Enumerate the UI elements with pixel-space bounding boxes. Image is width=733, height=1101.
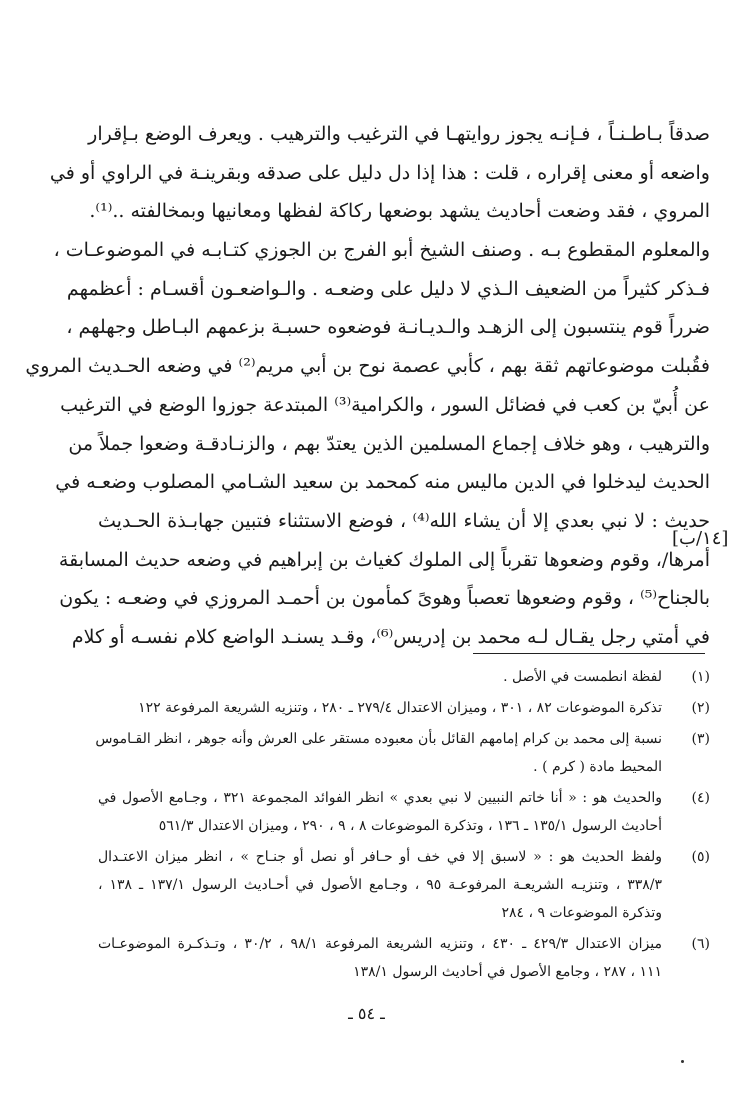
footnote (98, 663, 710, 691)
text-line: والمعلوم المقطوع بـه . وصنف الشيخ أبو الفرج بن الجوزي كتـابـه في الموضوعـات ، (53, 239, 710, 262)
footnote-number: (٤) (691, 790, 710, 806)
footnote-line: تذكرة الموضوعات ٨٢ ، ٣٠١ ، وميزان الاعتدال ٢٧٩/٤ ـ ٢٨٠ ، وتنزيه الشريعة المرفوعة ١٢٢ (138, 700, 662, 716)
footnote-separator (473, 653, 705, 654)
footnote (98, 930, 710, 986)
footnote-line: المحيط مادة ( كرم ) . (533, 759, 662, 775)
text-line: صدقاً بـاطـنـاً ، فـإنـه يجوز روايتهـا في الترغيب والترهيب . ويعرف الوضع بـإقرار (88, 123, 710, 145)
footnote (98, 694, 710, 722)
footnote (95, 725, 710, 781)
footnote-line: لفظة انطمست في الأصل . (503, 669, 662, 685)
footnote-number: (٥) (691, 849, 710, 865)
footnote-line: ٣٣٨/٣ ، وتنزيـه الشريعـة المرفوعـة ٩٥ ، وجـامع الأصول في أحـاديث الرسول ١٣٧/١ ـ ١٣٨ ، (98, 877, 662, 893)
footnote-line: والحديث هو : « أنا خاتم النبيين لا نبي بعدي » انظر الفوائد المجموعة ٣٢١ ، وجـامع الأصول في (98, 790, 662, 806)
text-line: المروي ، فقد وضعت أحاديث يشهد بوضعها ركاكة لفظها ومعانيها وبمخالفته ..⁽¹⁾. (89, 200, 710, 223)
folio-margin-note: [١٤/ب] (672, 528, 729, 549)
text-line: عن أُبيّ بن كعب في فضائل السور ، والكرامية⁽³⁾ المبتدعة جوزوا الوضع في الترغيب (60, 393, 710, 416)
text-line: بالجناح⁽⁵⁾ ، وقوم وضعوها تعصباً وهوىً كمأمون بن أحمـد المروزي في وضعـه : يكون (59, 587, 710, 610)
footnote-line: ميزان الاعتدال ٤٢٩/٣ ـ ٤٣٠ ، وتنزيه الشريعة المرفوعة ٩٨/١ ، ٣٠/٢ ، وتـذكـرة الموضوعـات (98, 936, 662, 952)
footnote-line: نسبة إلى محمد بن كرام إمامهم القائل بأن معبوده مستقر على العرش وأنه جوهر ، انظر القـاموس (95, 731, 662, 747)
text-line: أمرها/، وقوم وضعوها تقرباً إلى الملوك كغياث بن إبراهيم في وضعه حديث المسابقة (58, 548, 710, 571)
text-line: في أمتي رجل يقـال لـه محمد بن إدريس⁽⁶⁾، وقـد يسنـد الواضع كلام نفسـه أو كلام (71, 625, 710, 648)
footnote (98, 784, 710, 840)
footnote-number: (٢) (691, 700, 710, 716)
text-line: واضعه أو معنى إقراره ، قلت : هذا إذا دل دليل على صدقه وبقرينـة في الراوي أو في (49, 161, 710, 184)
footnote (98, 843, 710, 927)
footnote-number: (٣) (691, 731, 710, 747)
text-line: حديث : لا نبي بعدي إلا أن يشاء الله⁽⁴⁾ ، فوضع الاستثناء فتبين جهابـذة الحـديث (98, 509, 710, 532)
footnote-line: أحاديث الرسول ١٣٥/١ ـ ١٣٦ ، وتذكرة الموضوعات ٨ ، ٩ ، ٢٩٠ ، وميزان الاعتدال ٥٦١/٣ (158, 818, 662, 834)
footnote-number: (٦) (691, 936, 710, 952)
text-line: ضرراً قوم ينتسبون إلى الزهـد والـديـانـة فوضعوه حسبـة بزعمهم البـاطل وجهلهم ، (66, 316, 710, 339)
footnote-number: (١) (691, 669, 710, 685)
page-number: ـ ٥٤ ـ (348, 1004, 385, 1023)
scan-speck (681, 1060, 684, 1063)
text-line: فقُبلت موضوعاتهم ثقة بهم ، كأبي عصمة نوح بن أبي مريم⁽²⁾ في وضعه الحـديث المروي (25, 355, 710, 378)
text-line: والترهيب ، وهو خلاف إجماع المسلمين الذين يعتدّ بهم ، والزنـادقـة وضعوا جملاً من (68, 432, 710, 455)
footnote-line: ١١١ ، ٢٨٧ ، وجامع الأصول في أحاديث الرسول ١٣٨/١ (353, 964, 662, 980)
main-text (25, 115, 710, 657)
footnotes (95, 663, 710, 986)
footnote-line: ولفظ الحديث هو : « لاسبق إلا في خف أو حـافر أو نصل أو جنـاح » ، انظر ميزان الاعتـدال (98, 849, 662, 865)
footnote-line: وتذكرة الموضوعات ٩ ، ٢٨٤ (501, 905, 662, 921)
text-line: فـذكر كثيراً من الضعيف الـذي لا دليل على وضعـه . والـواضعـون أقسـام : أعظمهم (66, 277, 710, 300)
text-line: الحديث ليدخلوا في الدين ماليس منه كمحمد بن سعيد الشـامي المصلوب وضعـه في (55, 471, 710, 494)
